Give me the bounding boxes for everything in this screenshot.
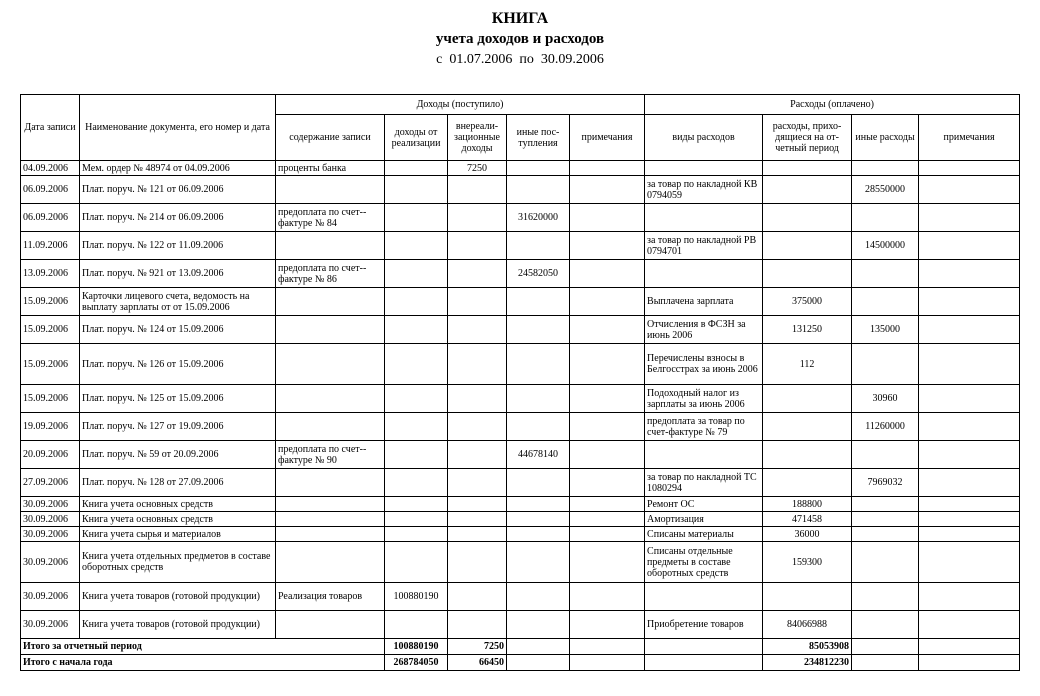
row-income-notes [570,497,645,512]
table-row [21,512,1020,527]
col-income-content-header: содержание записи [276,115,385,161]
row-date: 15.09.2006 [21,385,80,413]
row-document: Плат. поруч. № 127 от 19.09.2006 [80,413,276,441]
totals-row [21,639,1020,655]
row-expense-kind: Отчисления в ФСЗН за июнь 2006 [645,316,763,344]
row-expense-kind [645,204,763,232]
table-row [21,204,1020,232]
row-document: Книга учета товаров (готовой продукции) [80,583,276,611]
row-expense-notes [919,161,1020,176]
totals-empty [919,639,1020,655]
totals-row [21,655,1020,671]
row-income-content: Реализация товаров [276,583,385,611]
row-expense-kind: Перечислены взносы в Белгосстрах за июнь 2006 [645,344,763,385]
row-income-nonsales [448,542,507,583]
row-income-sales [385,385,448,413]
row-expense-kind [645,583,763,611]
row-expense-notes [919,288,1020,316]
row-expense-notes [919,441,1020,469]
row-income-nonsales [448,497,507,512]
table-row [21,288,1020,316]
row-income-nonsales [448,204,507,232]
row-income-content [276,497,385,512]
row-date: 30.09.2006 [21,497,80,512]
row-expense-period: 375000 [763,288,852,316]
table-row [21,583,1020,611]
row-expense-notes [919,232,1020,260]
row-expense-kind: Выплачена зарплата [645,288,763,316]
col-income-nonsales-header: внереали-зационные доходы [448,115,507,161]
income-group-header: Доходы (поступило) [276,95,645,115]
row-expense-other [852,260,919,288]
row-expense-period [763,413,852,441]
row-date: 30.09.2006 [21,583,80,611]
totals-empty [919,655,1020,671]
table-row [21,527,1020,542]
row-expense-other [852,288,919,316]
table-row [21,316,1020,344]
row-expense-kind: Подоходный налог из зарплаты за июнь 2006 [645,385,763,413]
row-income-notes [570,385,645,413]
row-income-sales: 100880190 [385,583,448,611]
row-expense-other [852,204,919,232]
table-row [21,469,1020,497]
row-expense-period: 84066988 [763,611,852,639]
row-expense-period [763,385,852,413]
totals-label: Итого с начала года [21,655,385,671]
row-document: Плат. поруч. № 128 от 27.09.2006 [80,469,276,497]
row-expense-notes [919,497,1020,512]
row-expense-kind: за товар по накладной ТС 1080294 [645,469,763,497]
row-income-notes [570,527,645,542]
row-expense-period [763,204,852,232]
row-income-other [507,288,570,316]
row-income-sales [385,512,448,527]
row-income-other [507,413,570,441]
row-income-notes [570,176,645,204]
row-income-content [276,385,385,413]
row-document: Плат. поруч. № 125 от 15.09.2006 [80,385,276,413]
row-income-sales [385,161,448,176]
row-date: 13.09.2006 [21,260,80,288]
row-income-content: предоплата по счет--фактуре № 90 [276,441,385,469]
table-row [21,260,1020,288]
row-date: 15.09.2006 [21,316,80,344]
row-expense-other [852,583,919,611]
row-expense-period: 36000 [763,527,852,542]
table-row [21,611,1020,639]
row-expense-notes [919,344,1020,385]
book-period: с 01.07.2006 по 30.09.2006 [436,52,604,67]
row-income-nonsales [448,611,507,639]
row-date: 06.09.2006 [21,204,80,232]
row-income-other [507,385,570,413]
row-income-content [276,542,385,583]
row-income-nonsales [448,344,507,385]
row-income-content [276,469,385,497]
totals-label: Итого за отчетный период [21,639,385,655]
row-income-notes [570,611,645,639]
row-date: 19.09.2006 [21,413,80,441]
row-income-other [507,497,570,512]
row-income-nonsales [448,385,507,413]
row-income-other [507,316,570,344]
totals-empty [852,639,919,655]
row-expense-notes [919,469,1020,497]
row-income-other [507,469,570,497]
row-date: 06.09.2006 [21,176,80,204]
row-income-other [507,344,570,385]
row-expense-period [763,176,852,204]
row-income-other: 31620000 [507,204,570,232]
row-income-sales [385,176,448,204]
row-date: 27.09.2006 [21,469,80,497]
row-income-nonsales: 7250 [448,161,507,176]
row-expense-other [852,161,919,176]
row-expense-other [852,611,919,639]
totals-empty [645,639,763,655]
totals-income-sales: 100880190 [385,639,448,655]
row-expense-other: 135000 [852,316,919,344]
row-income-nonsales [448,176,507,204]
row-income-notes [570,512,645,527]
row-expense-period [763,232,852,260]
row-date: 30.09.2006 [21,527,80,542]
row-expense-kind: Списаны отдельные предметы в составе оборотных средств [645,542,763,583]
row-income-content: предоплата по счет--фактуре № 86 [276,260,385,288]
row-income-nonsales [448,413,507,441]
table-row [21,161,1020,176]
row-expense-period [763,260,852,288]
row-income-nonsales [448,441,507,469]
row-expense-other [852,527,919,542]
expense-group-header: Расходы (оплачено) [645,95,1020,115]
row-expense-kind: Ремонт ОС [645,497,763,512]
col-income-other-header: иные пос-тупления [507,115,570,161]
book-title: КНИГА [491,10,549,27]
row-expense-kind: за товар по накладной КВ 0794059 [645,176,763,204]
row-expense-period: 188800 [763,497,852,512]
totals-expense-period: 234812230 [763,655,852,671]
row-expense-kind [645,260,763,288]
row-income-notes [570,441,645,469]
row-income-content [276,316,385,344]
row-income-nonsales [448,512,507,527]
row-document: Книга учета отдельных предметов в составе оборотных средств [80,542,276,583]
row-expense-period [763,583,852,611]
table-row [21,441,1020,469]
table-row [21,176,1020,204]
row-expense-notes [919,260,1020,288]
row-income-notes [570,204,645,232]
row-income-notes [570,469,645,497]
row-document: Книга учета сырья и материалов [80,527,276,542]
table-row [21,385,1020,413]
row-income-notes [570,413,645,441]
row-income-sales [385,204,448,232]
row-expense-period: 159300 [763,542,852,583]
row-expense-kind: за товар по накладной РВ 0794701 [645,232,763,260]
row-income-sales [385,611,448,639]
col-document-header: Наименование документа, его номер и дата [80,95,276,161]
row-income-other [507,232,570,260]
row-expense-other [852,542,919,583]
totals-empty [570,639,645,655]
totals-income-sales: 268784050 [385,655,448,671]
row-income-other: 24582050 [507,260,570,288]
row-expense-kind [645,161,763,176]
col-expense-other-header: иные расходы [852,115,919,161]
col-income-sales-header: доходы от реализации [385,115,448,161]
row-expense-notes [919,385,1020,413]
row-income-nonsales [448,469,507,497]
row-expense-other: 14500000 [852,232,919,260]
row-date: 30.09.2006 [21,611,80,639]
row-income-content [276,288,385,316]
totals-empty [507,639,570,655]
row-income-sales [385,260,448,288]
row-income-content [276,413,385,441]
row-document: Плат. поруч. № 121 от 06.09.2006 [80,176,276,204]
table-row [21,497,1020,512]
totals-income-nonsales: 7250 [448,639,507,655]
table-row [21,542,1020,583]
row-document: Карточки лицевого счета, ведомость на выплату зарплаты от от 15.09.2006 [80,288,276,316]
row-expense-other: 11260000 [852,413,919,441]
row-income-other [507,583,570,611]
totals-empty [570,655,645,671]
table-row [21,413,1020,441]
row-expense-other: 7969032 [852,469,919,497]
row-income-sales [385,316,448,344]
row-document: Плат. поруч. № 921 от 13.09.2006 [80,260,276,288]
row-expense-other: 28550000 [852,176,919,204]
row-date: 30.09.2006 [21,542,80,583]
row-document: Плат. поруч. № 214 от 06.09.2006 [80,204,276,232]
table-row [21,232,1020,260]
row-date: 11.09.2006 [21,232,80,260]
row-income-nonsales [448,288,507,316]
row-expense-notes [919,413,1020,441]
row-income-sales [385,497,448,512]
row-expense-notes [919,512,1020,527]
row-income-sales [385,232,448,260]
row-income-notes [570,161,645,176]
row-date: 20.09.2006 [21,441,80,469]
row-expense-notes [919,583,1020,611]
totals-empty [852,655,919,671]
row-income-content: предоплата по счет--фактуре № 84 [276,204,385,232]
row-income-sales [385,344,448,385]
row-document: Книга учета основных средств [80,512,276,527]
row-income-sales [385,441,448,469]
row-income-sales [385,542,448,583]
row-document: Книга учета основных средств [80,497,276,512]
row-income-content [276,527,385,542]
row-expense-kind: предоплата за товар по счет-фактуре № 79 [645,413,763,441]
row-income-sales [385,527,448,542]
row-income-content [276,176,385,204]
row-expense-kind: Списаны материалы [645,527,763,542]
row-income-nonsales [448,527,507,542]
row-income-notes [570,260,645,288]
income-expense-table [20,94,1020,671]
row-income-notes [570,288,645,316]
row-income-other [507,527,570,542]
row-income-sales [385,288,448,316]
row-expense-other [852,441,919,469]
row-income-notes [570,542,645,583]
row-income-other [507,512,570,527]
row-income-other [507,176,570,204]
col-expense-period-header: расходы, прихо-дящиеся на от-четный период [763,115,852,161]
row-expense-kind: Амортизация [645,512,763,527]
row-expense-period: 112 [763,344,852,385]
row-document: Плат. поруч. № 59 от 20.09.2006 [80,441,276,469]
row-income-nonsales [448,316,507,344]
row-expense-period: 131250 [763,316,852,344]
row-expense-notes [919,176,1020,204]
book-subtitle: учета доходов и расходов [435,31,605,47]
row-income-other [507,161,570,176]
row-expense-notes [919,611,1020,639]
row-income-nonsales [448,583,507,611]
row-expense-other: 30960 [852,385,919,413]
row-expense-notes [919,527,1020,542]
row-document: Плат. поруч. № 122 от 11.09.2006 [80,232,276,260]
row-date: 04.09.2006 [21,161,80,176]
table-row [21,344,1020,385]
row-income-nonsales [448,232,507,260]
col-income-notes-header: примечания [570,115,645,161]
row-income-content [276,512,385,527]
row-expense-period [763,161,852,176]
row-expense-other [852,344,919,385]
totals-empty [645,655,763,671]
col-date-header: Дата записи [21,95,80,161]
row-expense-period [763,441,852,469]
totals-income-nonsales: 66450 [448,655,507,671]
row-expense-kind: Приобретение товаров [645,611,763,639]
row-income-nonsales [448,260,507,288]
row-date: 15.09.2006 [21,344,80,385]
col-expense-notes-header: примечания [919,115,1020,161]
row-income-content: проценты банка [276,161,385,176]
row-expense-notes [919,316,1020,344]
row-date: 30.09.2006 [21,512,80,527]
row-income-sales [385,469,448,497]
row-income-content [276,232,385,260]
row-expense-period [763,469,852,497]
row-expense-notes [919,542,1020,583]
row-income-content [276,344,385,385]
row-income-other: 44678140 [507,441,570,469]
row-income-other [507,611,570,639]
row-date: 15.09.2006 [21,288,80,316]
col-expense-kind-header: виды расходов [645,115,763,161]
row-document: Плат. поруч. № 124 от 15.09.2006 [80,316,276,344]
row-expense-period: 471458 [763,512,852,527]
row-expense-kind [645,441,763,469]
row-income-other [507,542,570,583]
row-document: Книга учета товаров (готовой продукции) [80,611,276,639]
row-income-content [276,611,385,639]
totals-expense-period: 85053908 [763,639,852,655]
row-document: Плат. поруч. № 126 от 15.09.2006 [80,344,276,385]
row-expense-other [852,497,919,512]
row-income-notes [570,583,645,611]
row-income-notes [570,316,645,344]
totals-empty [507,655,570,671]
row-income-notes [570,232,645,260]
row-expense-other [852,512,919,527]
row-document: Мем. ордер № 48974 от 04.09.2006 [80,161,276,176]
row-income-sales [385,413,448,441]
row-income-notes [570,344,645,385]
row-expense-notes [919,204,1020,232]
